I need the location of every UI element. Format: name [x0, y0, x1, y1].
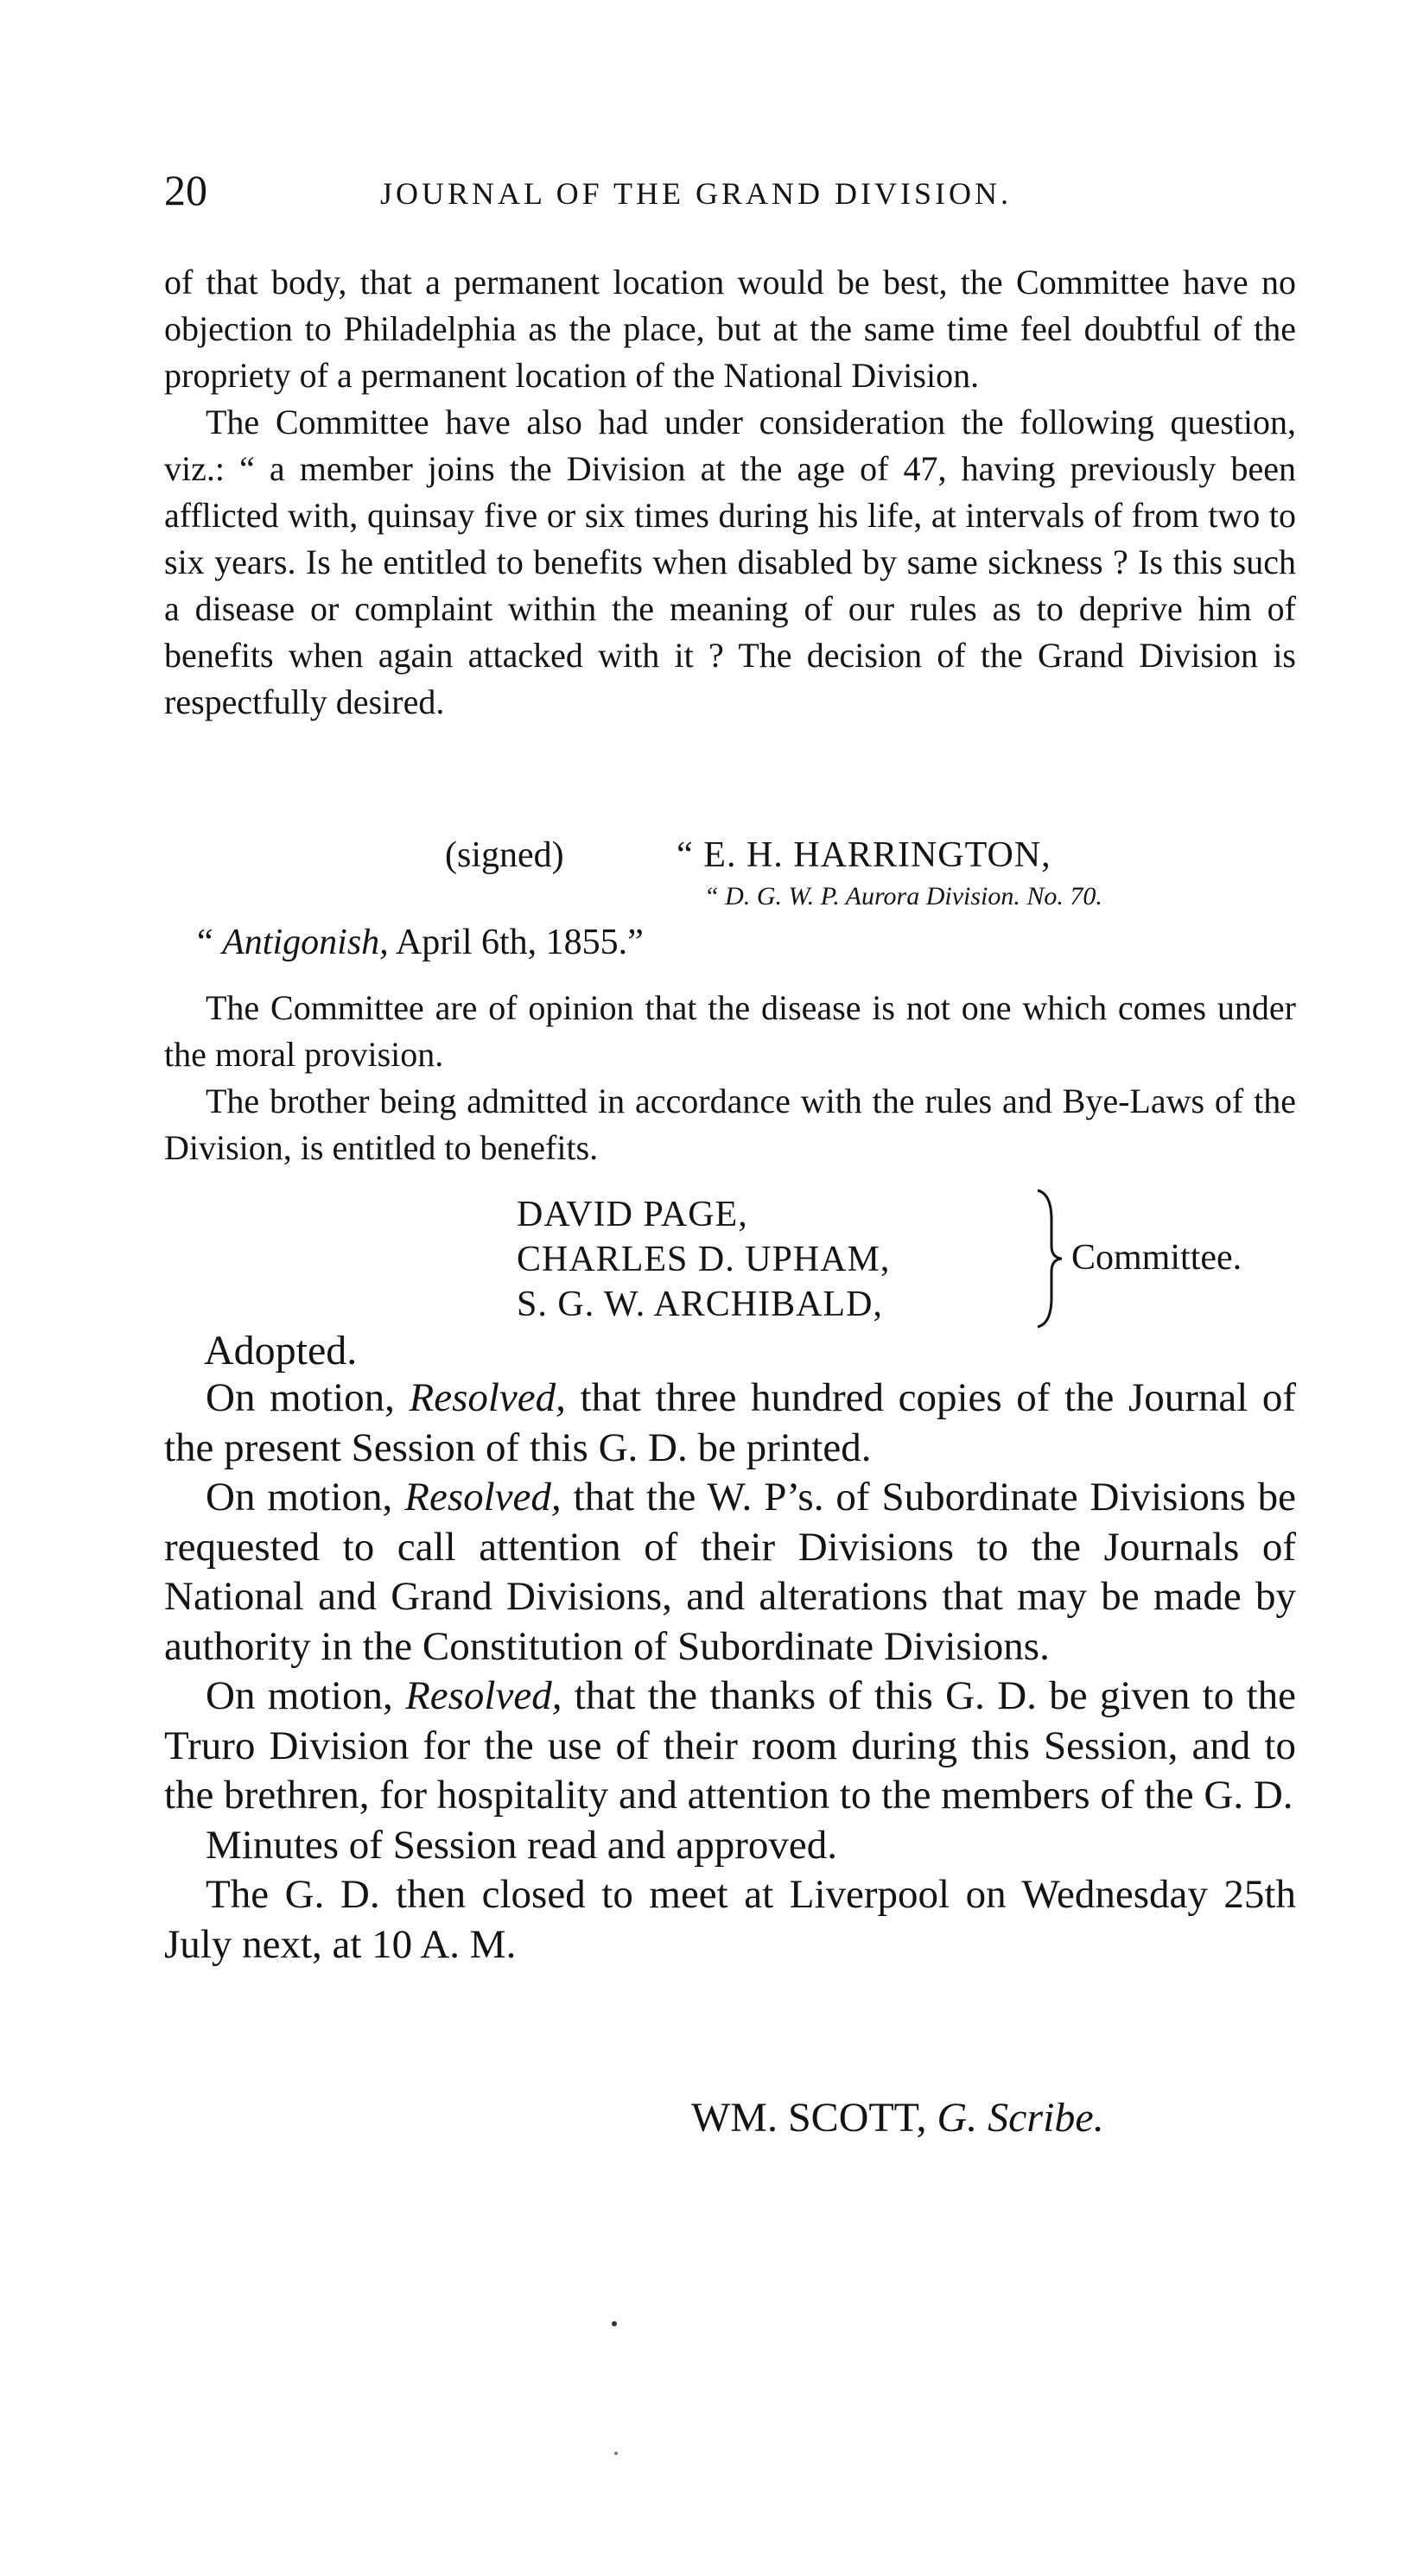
signer-office: “ D. G. W. P. Aurora Division. No. 70.: [704, 882, 1102, 910]
letter-signed-line: [445, 829, 1051, 881]
motions-section: [164, 1374, 1296, 1970]
signer-name: “ E. H. HARRINGTON,: [677, 835, 1051, 875]
motion-resolved: Resolved,: [409, 1375, 566, 1420]
committee-report: [164, 985, 1296, 1171]
opening-text: [164, 259, 1296, 726]
committee-brace: [1032, 1185, 1067, 1332]
report-benefits: The brother being admitted in accordance with the rules and Bye-Laws of the Division, is entitled to benefits.: [164, 1082, 1296, 1167]
report-opinion: The Committee are of opinion that the disease is not one which comes under the moral provision.: [164, 988, 1296, 1074]
page-header: [164, 164, 1236, 216]
letter-date: April 6th, 1855.”: [395, 923, 644, 962]
motion-resolved: Resolved,: [404, 1475, 562, 1520]
signed-label: (signed): [445, 835, 564, 875]
motion-lead: On motion,: [206, 1475, 393, 1520]
letter-dateline: “ Antigonish, April 6th, 1855.”: [197, 923, 644, 962]
motion-journals: [164, 1473, 1296, 1672]
letter-place: Antigonish,: [222, 923, 389, 962]
motion-lead: On motion,: [206, 1375, 395, 1420]
scribe-name: WM. SCOTT,: [691, 2095, 927, 2141]
committee-member: CHARLES D. UPHAM,: [517, 1240, 891, 1279]
motion-text: that the W. P’s. of Subordinate Divisions be requested to call attention of their Divisions to the Journals of National and Grand Divisions, and alterations that may be made by authority in the Constitution of Subordinate Divisions.: [164, 1475, 1297, 1669]
committee-member: S. G. W. ARCHIBALD,: [517, 1285, 883, 1324]
closing-line: The G. D. then closed to meet at Liverpool on Wednesday 25th July next, at 10 A. M.: [164, 1872, 1296, 1967]
minutes-note: Minutes of Session read and approved.: [206, 1822, 837, 1868]
committee-members: [517, 1192, 890, 1327]
committee-member: DAVID PAGE,: [517, 1195, 748, 1234]
motion-lead: On motion,: [206, 1673, 393, 1718]
motion-resolved: Resolved,: [405, 1673, 562, 1718]
paragraph-question: The Committee have also had under consideration the following question, viz.: “ a member joins the Division at the age of 47, having previously been afflicted with, quinsay five or six times during his life, at intervals of from two to six years. Is he entitled to benefits when disabled by same sickness ? Is this such a disease or complaint within the meaning of our rules as to deprive him of benefits when again attacked with it ? The decision of the Grand Division is respectfully desired.: [164, 403, 1296, 721]
page-number: 20: [164, 166, 207, 214]
running-title: JOURNAL OF THE GRAND DIVISION.: [380, 176, 1012, 211]
paragraph-location: of that body, that a permanent location would be best, the Committee have no objection to Philadelphia as the place, but at the same time feel doubtful of the propriety of a permanent location of the National Division.: [164, 263, 1296, 395]
scribe-signature: [691, 2092, 1104, 2144]
committee-label: Committee.: [1071, 1238, 1242, 1278]
adopted-note: Adopted.: [204, 1328, 358, 1374]
motion-thanks: [164, 1672, 1296, 1821]
motion-text: that three hundred copies of the Journal of the present Session of this G. D. be printed.: [164, 1375, 1297, 1470]
motion-printing: [164, 1374, 1296, 1473]
motion-text: that the thanks of this G. D. be given to the Truro Division for the use of their room during this Session, and to the brethren, for hospitality and attention to the members of the G. D.: [164, 1673, 1297, 1818]
scribe-title: G. Scribe.: [937, 2095, 1104, 2141]
